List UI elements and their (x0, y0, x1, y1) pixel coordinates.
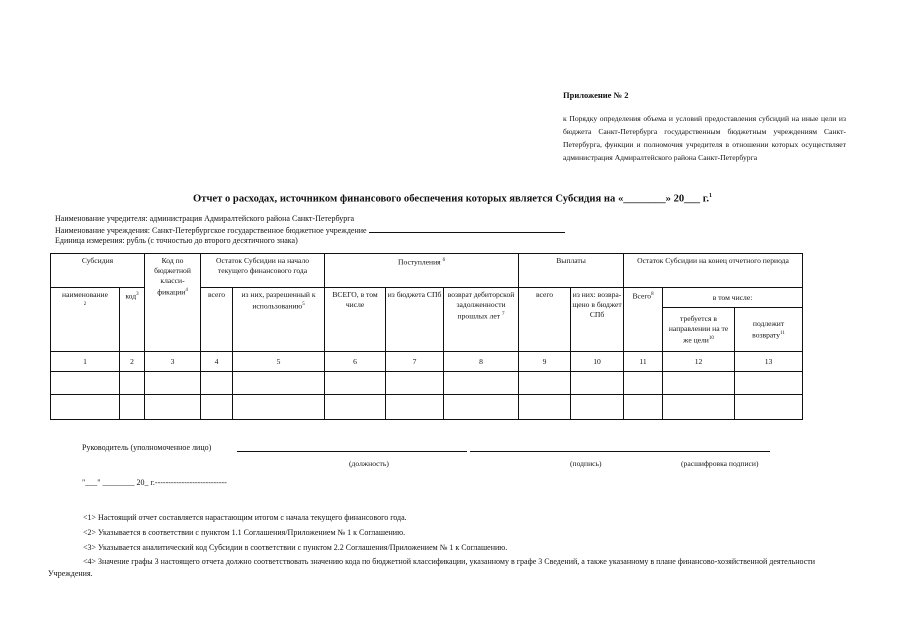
table-cell[interactable] (233, 372, 325, 395)
header-payments: Выплаты (519, 254, 624, 288)
table-cell[interactable] (624, 395, 663, 420)
header-allowed-text: из них, разрешенный к использованию (241, 290, 316, 311)
header-returned: из них: возвра-щено в бюджет СПб (571, 288, 624, 352)
footnote-3: <3> Указывается аналитический код Субсидии в соответствии с пунктом 2.2 Соглашения/Приложением № 1 к Соглашению. (83, 543, 508, 552)
table-cell[interactable] (51, 395, 120, 420)
header-payments-total: всего (519, 288, 571, 352)
header-required (663, 308, 735, 352)
header-name-text: наименование (62, 290, 108, 299)
header-receipts-note: 6 (442, 258, 446, 263)
column-number: 12 (663, 352, 735, 372)
report-title-text: Отчет о расходах, источником финансового обеспечения которых является Субсидия на «________» 20___ г. (193, 193, 709, 205)
table-cell[interactable] (571, 372, 624, 395)
header-debt-return-text: возврат дебиторской задолженности прошлых лет (447, 290, 515, 321)
table-cell[interactable] (325, 372, 386, 395)
column-number: 10 (571, 352, 624, 372)
header-allowed (233, 288, 325, 352)
table-cell[interactable] (145, 372, 201, 395)
appendix-text: к Порядку определения объема и условий предоставления субсидий на иные цели из бюджета Санкт-Петербурга государственным бюджетным учреждениям Санкт-Петербурга, функции и полномочия учредителя в отношении которых осуществляет администрация Адмиралтейского района Санкт-Петербурга (563, 114, 846, 162)
header-subsidy: Субсидия (51, 254, 145, 288)
table-cell[interactable] (624, 372, 663, 395)
header-end-total (624, 288, 663, 352)
header-allowed-note: 5 (302, 302, 305, 307)
institution-name (55, 225, 565, 235)
header-balance-total: всего (201, 288, 233, 352)
header-code (120, 288, 145, 352)
table-cell[interactable] (145, 395, 201, 420)
table-cell[interactable] (735, 372, 803, 395)
column-number: 5 (233, 352, 325, 372)
column-number: 1 (51, 352, 120, 372)
header-budget-code-note: 4 (185, 288, 188, 293)
table-cell[interactable] (663, 372, 735, 395)
position-line[interactable] (237, 451, 467, 452)
table-cell[interactable] (325, 395, 386, 420)
header-debt-return-note: 7 (502, 312, 505, 317)
table-cell[interactable] (201, 372, 233, 395)
table-cell[interactable] (735, 395, 803, 420)
header-code-text: код (125, 291, 137, 301)
position-caption: (должность) (349, 459, 389, 468)
table-cell[interactable] (233, 395, 325, 420)
table-cell[interactable] (444, 395, 519, 420)
column-number: 8 (444, 352, 519, 372)
report-title (0, 193, 905, 205)
header-from-budget: из бюджета СПб (386, 288, 444, 352)
column-number: 7 (386, 352, 444, 372)
footnote-1: <1> Настоящий отчет составляется нарастающим итогом с начала текущего финансового года. (83, 513, 407, 522)
header-required-note: 10 (708, 335, 714, 341)
column-numbers-row (51, 352, 803, 372)
table-cell[interactable] (386, 395, 444, 420)
header-including: в том числе: (663, 288, 803, 308)
column-number: 9 (519, 352, 571, 372)
header-balance-start: Остаток Субсидии на начало текущего финансового года (201, 254, 325, 288)
header-name (51, 288, 120, 352)
footnote-4: <4> Значение графы 3 настоящего отчета должно соответствовать значению кода по бюджетной классификации, указанному в графе 3 Сведений, а также указанному в плане финансово-хозяйственной деятельности Учреждения. (48, 557, 816, 578)
column-number: 3 (145, 352, 201, 372)
unit-of-measure: Единица измерения: рубль (с точностью до второго десятичного знака) (55, 236, 298, 245)
appendix-title: Приложение № 2 (563, 90, 629, 100)
header-balance-end: Остаток Субсидии на конец отчетного периода (624, 254, 803, 288)
transcript-caption: (расшифровка подписи) (681, 459, 759, 468)
column-number: 4 (201, 352, 233, 372)
signature-line[interactable] (470, 451, 770, 452)
header-required-text: требуется в направлении на те же цели (668, 313, 729, 345)
table-cell[interactable] (120, 395, 145, 420)
signature-label: Руководитель (уполномоченное лицо) (82, 443, 212, 452)
header-to-return-text: подлежит возврату (752, 318, 785, 340)
header-receipts-text: Поступления (397, 257, 441, 267)
table-cell[interactable] (444, 372, 519, 395)
report-title-note: 1 (708, 193, 712, 199)
table-row (51, 395, 803, 420)
table-cell[interactable] (386, 372, 444, 395)
header-budget-code (145, 254, 201, 352)
founder-name: Наименование учредителя: администрация Адмиралтейского района Санкт-Петербурга (55, 214, 355, 223)
institution-label: Наименование учреждения: Санкт-Петербургское государственное бюджетное учреждение (55, 226, 367, 235)
column-number: 6 (325, 352, 386, 372)
table-cell[interactable] (571, 395, 624, 420)
date-line: "___" ________ 20_ г.--------------------------- (82, 478, 227, 487)
header-name-note: 2 (83, 302, 87, 307)
table-cell[interactable] (663, 395, 735, 420)
header-debt-return (444, 288, 519, 352)
header-budget-code-text: Код по бюджетной класси-фикации (154, 256, 191, 297)
table-cell[interactable] (519, 395, 571, 420)
header-receipts (325, 254, 519, 288)
header-end-total-text: Всего (632, 291, 652, 301)
signature-caption: (подпись) (570, 459, 602, 468)
column-number: 13 (735, 352, 803, 372)
header-code-note: 3 (136, 292, 139, 297)
table-cell[interactable] (120, 372, 145, 395)
header-receipts-total: ВСЕГО, в том числе (325, 288, 386, 352)
column-number: 11 (624, 352, 663, 372)
header-to-return (735, 308, 803, 352)
table-cell[interactable] (201, 395, 233, 420)
header-end-total-note: 8 (651, 292, 654, 297)
header-to-return-note: 11 (780, 330, 785, 336)
table-row (51, 372, 803, 395)
institution-blank[interactable] (369, 225, 565, 233)
column-number: 2 (120, 352, 145, 372)
footnote-2: <2> Указывается в соответствии с пунктом 1.1 Соглашения/Приложением № 1 к Соглашению. (83, 528, 406, 537)
report-table (50, 253, 803, 420)
table-cell[interactable] (51, 372, 120, 395)
table-cell[interactable] (519, 372, 571, 395)
